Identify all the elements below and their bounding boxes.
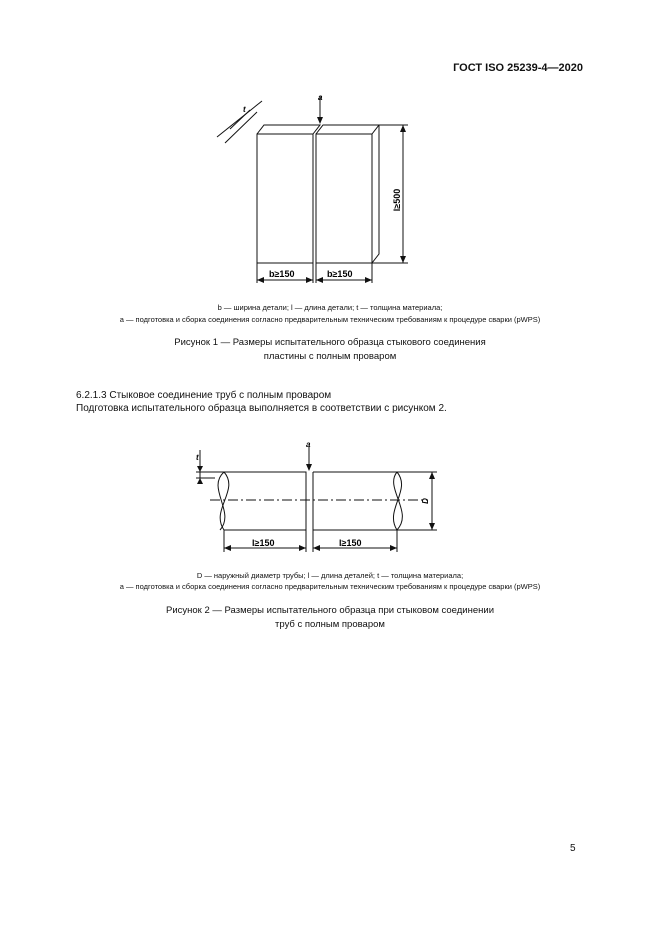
section-text: Подготовка испытательного образца выполняется в соответствии с рисунком 2. <box>76 403 447 414</box>
figure-2-drawing <box>0 430 661 570</box>
right-plate-front <box>316 134 372 263</box>
l-right-label: l≥150 <box>339 538 362 548</box>
figure-1-legend-line2: a — подготовка и сборка соединения согласно предварительным техническим требованиям к процедуре сварки (pWPS) <box>119 315 541 324</box>
l-left-label: l≥150 <box>252 538 275 548</box>
page-number: 5 <box>570 843 576 854</box>
left-plate-top <box>257 125 320 134</box>
left-plate-front <box>257 134 313 263</box>
right-plate-top <box>316 125 379 263</box>
figure-2-legend-line2: a — подготовка и сборка соединения согласно предварительным техническим требованиям к процедуре сварки (pWPS) <box>119 582 541 591</box>
a-label-2: a <box>306 440 311 449</box>
figure-1-legend-line1: b — ширина детали; l — длина детали; t — толщина материала; <box>217 303 443 312</box>
b-right-label: b≥150 <box>327 269 353 279</box>
right-pipe <box>313 472 397 530</box>
figure-1-caption-line2: пластины с полным проваром <box>263 351 397 362</box>
document-header: ГОСТ ISO 25239-4—2020 <box>453 62 583 74</box>
figure-2-legend-line1: D — наружный диаметр трубы; l — длина деталей; t — толщина материала; <box>196 571 464 580</box>
section-heading: 6.2.1.3 Стыковое соединение труб с полным проваром <box>76 390 332 401</box>
b-left-label: b≥150 <box>269 269 295 279</box>
figure-1-caption-line1: Рисунок 1 — Размеры испытательного образца стыкового соединения <box>174 337 486 348</box>
t-label-2: t <box>196 453 199 462</box>
figure-2-caption-line1: Рисунок 2 — Размеры испытательного образца при стыковом соединении <box>165 605 494 616</box>
a-label: a <box>318 93 323 102</box>
figure-1-drawing <box>0 0 661 300</box>
left-pipe <box>224 472 306 530</box>
figure-2-caption-line2: труб с полным проваром <box>275 619 385 630</box>
d-label: D <box>421 498 430 504</box>
l-label: l≥500 <box>392 188 402 212</box>
t-label: t <box>243 105 246 114</box>
